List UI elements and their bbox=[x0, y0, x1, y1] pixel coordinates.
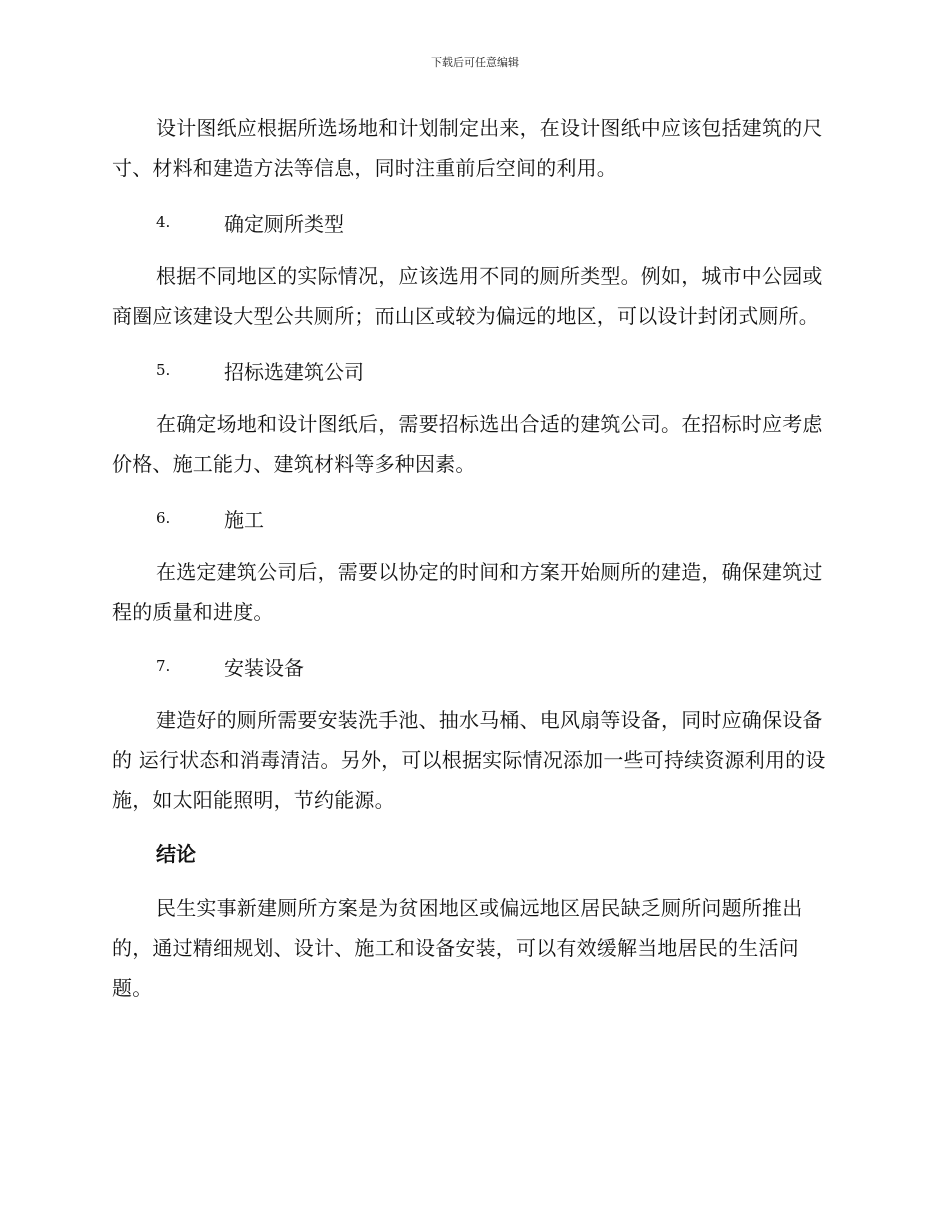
list-item-toilet-type bbox=[112, 202, 836, 242]
list-item-number: 4. bbox=[156, 213, 171, 231]
list-item-label: 确定厕所类型 bbox=[224, 211, 344, 236]
list-item-label: 施工 bbox=[224, 507, 264, 532]
list-item-label: 招标选建筑公司 bbox=[224, 359, 364, 384]
paragraph-conclusion: 民生实事新建厕所方案是为贫困地区或偏远地区居民缺乏厕所问题所推出的，通过精细规划、设计、施工和设备安装，可以有效缓解当地居民的生活问题。 bbox=[112, 896, 803, 1000]
paragraph-bidding: 在确定场地和设计图纸后，需要招标选出合适的建筑公司。在招标时应考虑价格、施工能力、建筑材料等多种因素。 bbox=[112, 412, 823, 476]
list-item-number: 6. bbox=[156, 509, 171, 527]
paragraph-equipment: 建造好的厕所需要安装洗手池、抽水马桶、电风扇等设备，同时应确保设备的 运行状态和消毒清洁。另外，可以根据实际情况添加一些可持续资源利用的设施，如太阳能照明，节约能源。 bbox=[112, 708, 826, 812]
conclusion-heading: 结论 bbox=[156, 842, 196, 866]
document-body bbox=[112, 108, 836, 1022]
list-item-equipment bbox=[112, 646, 836, 686]
list-item-bidding bbox=[112, 350, 836, 390]
paragraph-construction: 在选定建筑公司后，需要以协定的时间和方案开始厕所的建造，确保建筑过程的质量和进度。 bbox=[112, 560, 823, 624]
list-item-number: 5. bbox=[156, 361, 171, 379]
paragraph-design-drawings: 设计图纸应根据所选场地和计划制定出来，在设计图纸中应该包括建筑的尺寸、材料和建造方法等信息，同时注重前后空间的利用。 bbox=[112, 116, 823, 180]
list-item-label: 安装设备 bbox=[224, 655, 304, 680]
list-item-construction bbox=[112, 498, 836, 538]
page-header-note: 下载后可任意编辑 bbox=[431, 56, 519, 69]
list-item-number: 7. bbox=[156, 657, 171, 675]
paragraph-toilet-type: 根据不同地区的实际情况，应该选用不同的厕所类型。例如，城市中公园或商圈应该建设大型公共厕所；而山区或较为偏远的地区，可以设计封闭式厕所。 bbox=[112, 264, 823, 328]
